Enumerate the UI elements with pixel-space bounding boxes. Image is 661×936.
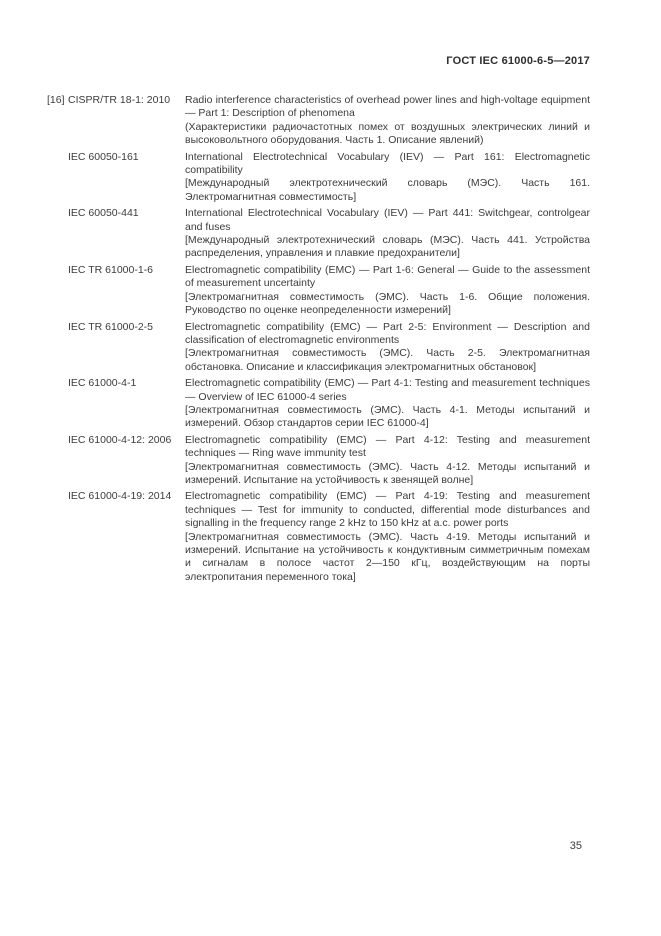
reference-label (47, 264, 185, 277)
reference-title-en: Electromagnetic compatibility (EMC) — Part 4-12: Testing and measurement techniques — Ring wave immunity test (185, 433, 590, 460)
reference-item (47, 321, 590, 375)
reference-title-ru: [Электромагнитная совместимость (ЭМС). Часть 4-12. Методы испытаний и измерений. Испытание на устойчивость к звенящей волне] (185, 460, 590, 486)
reference-label (47, 151, 185, 164)
reference-body (185, 490, 590, 584)
reference-item (47, 94, 590, 148)
reference-title-en: Radio interference characteristics of overhead power lines and high-voltage equipment — Part 1: Description of phenomena (185, 94, 590, 120)
reference-body (185, 434, 590, 488)
reference-bracket-number (47, 434, 68, 447)
reference-label (47, 377, 185, 390)
reference-label (47, 434, 185, 447)
reference-code: IEC TR 61000-2-5 (68, 320, 154, 333)
references-list (47, 94, 590, 587)
reference-title-en: International Electrotechnical Vocabulary (IEV) — Part 161: Electromagnetic compatibility (185, 150, 590, 177)
reference-title-en: Electromagnetic compatibility (EMC) — Part 1-6: General — Guide to the assessment of measurement uncertainty (185, 263, 590, 290)
reference-label (47, 490, 185, 503)
reference-label (47, 94, 185, 107)
reference-title-en: Electromagnetic compatibility (EMC) — Part 4-19: Testing and measurement techniques — Test for immunity to conducted, differential mode disturbances and signalling in the frequency range 2 kHz to 150 kHz at a.c. power ports (185, 490, 590, 530)
reference-title-ru: [Электромагнитная совместимость (ЭМС). Часть 4-1. Методы испытаний и измерений. Обзор стандартов серии IEC 61000-4] (185, 403, 590, 430)
reference-code: IEC 61000-4-1 (68, 377, 137, 390)
reference-title-en: Electromagnetic compatibility (EMC) — Part 2-5: Environment — Description and classification of electromagnetic environments (185, 320, 590, 346)
reference-code: CISPR/TR 18-1: 2010 (68, 94, 171, 106)
reference-title-ru: [Международный электротехнический словарь (МЭС). Часть 441. Устройства распределения, управления и плавкие предохранители] (185, 234, 590, 260)
reference-title-ru: [Электромагнитная совместимость (ЭМС). Часть 4-19. Методы испытаний и измерений. Испытание на устойчивость к кондуктивным симметричным помехам и сигналам в полосе частот 2—150 кГц, воздействующим на порты электропитания переменного тока] (185, 530, 590, 583)
reference-body (185, 377, 590, 431)
reference-code: IEC 60050-441 (68, 207, 139, 220)
reference-title-ru: [Международный электротехнический словарь (МЭС). Часть 161. Электромагнитная совместимость] (185, 177, 590, 203)
reference-title-en: Electromagnetic compatibility (EMC) — Part 4-1: Testing and measurement techniques — Overview of IEC 61000-4 series (185, 377, 590, 403)
reference-item (47, 207, 590, 261)
reference-code: IEC 61000-4-12: 2006 (68, 433, 172, 446)
reference-body (185, 94, 590, 148)
reference-bracket-number (47, 207, 68, 220)
reference-label (47, 321, 185, 334)
reference-title-ru: (Характеристики радиочастотных помех от воздушных электрических линий и высоковольтного оборудования. Часть 1. Описание явлений) (185, 120, 590, 147)
reference-title-ru: [Электромагнитная совместимость (ЭМС). Часть 1-6. Общие положения. Руководство по оценке неопределенности измерений] (185, 290, 590, 317)
reference-code: IEC TR 61000-1-6 (68, 263, 154, 276)
page-number: 35 (569, 840, 582, 852)
reference-item (47, 377, 590, 431)
reference-body (185, 207, 590, 261)
reference-bracket-number (47, 264, 68, 277)
reference-bracket-number (47, 151, 68, 164)
reference-bracket-number (47, 321, 68, 334)
reference-item (47, 434, 590, 488)
reference-body (185, 264, 590, 318)
reference-code: IEC 60050-161 (68, 150, 139, 163)
reference-bracket-number (47, 377, 68, 390)
reference-body (185, 151, 590, 205)
reference-item (47, 151, 590, 205)
reference-title-ru: [Электромагнитная совместимость (ЭМС). Часть 2-5. Электромагнитная обстановка. Описание и классификация электромагнитных обстановок] (185, 347, 590, 373)
reference-title-en: International Electrotechnical Vocabulary (IEV) — Part 441: Switchgear, controlgear and fuses (185, 207, 590, 233)
reference-code: IEC 61000-4-19: 2014 (68, 490, 172, 503)
reference-item (47, 264, 590, 318)
reference-bracket-number (47, 490, 68, 503)
reference-item (47, 490, 590, 584)
reference-body (185, 321, 590, 375)
document-title-header: ГОСТ IEC 61000-6-5—2017 (446, 55, 590, 67)
reference-bracket-number: [16] (47, 94, 65, 106)
reference-label (47, 207, 185, 220)
